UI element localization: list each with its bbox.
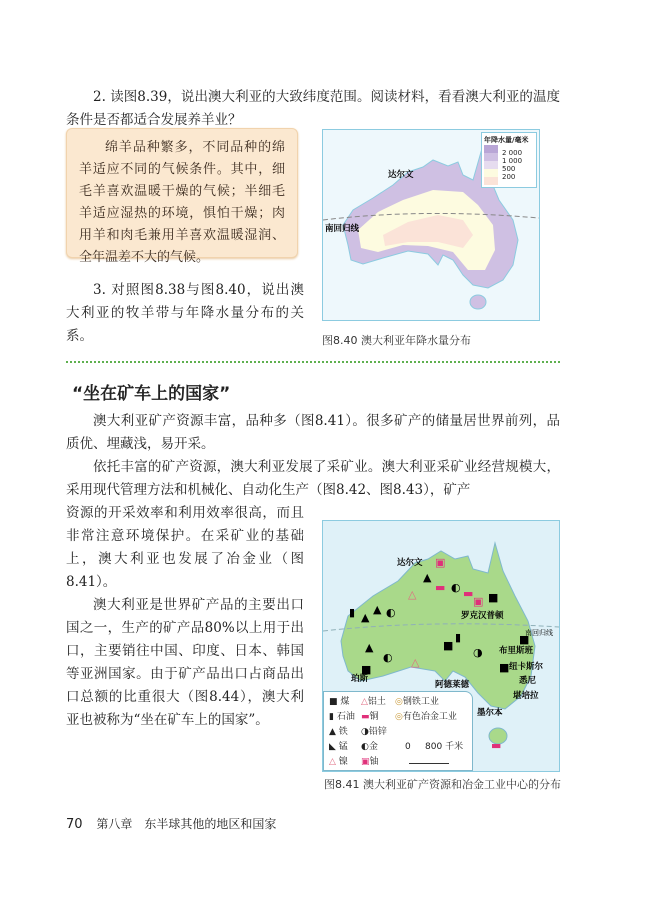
- legend-value: 500: [502, 165, 516, 173]
- copper-icon: ▬: [491, 739, 502, 752]
- oil-icon: ▮: [329, 712, 334, 722]
- gold-icon: ◐: [361, 742, 369, 752]
- city-darwin: 达尔文: [388, 170, 414, 180]
- coal-icon: ■: [329, 697, 338, 707]
- uranium-icon: ▣: [361, 757, 370, 767]
- question-3: 3. 对照图8.38与图8.40，说出澳大利亚的牧羊带与年降水量分布的关系。: [66, 282, 304, 344]
- nickel-icon: △: [329, 757, 336, 767]
- leadzinc-icon: ◑: [361, 727, 369, 737]
- uranium-icon: ▣: [473, 595, 484, 608]
- figure-841-caption: 图8.41 澳大利亚矿产资源和冶金工业中心的分布: [324, 778, 561, 791]
- city-adelaide: 阿德莱德: [435, 680, 470, 690]
- coal-icon: ■: [443, 639, 454, 652]
- bauxite-icon: △: [408, 588, 417, 601]
- gold-icon: ◐: [383, 651, 393, 664]
- minerals-map: [322, 520, 560, 772]
- iron-icon: ▲: [373, 603, 382, 616]
- gold-icon: ◐: [451, 581, 461, 594]
- legend-title: 年降水量/毫米: [484, 136, 529, 144]
- minerals-legend: ■ 煤 △铝土 ◎钢铁工业 ▮ 石油 ▬铜 ◎有色冶金工业 ▲ 铁 ◑铅锌 ◣ 锰 ◐金 0 800 千米 △ 镍 ▣铀: [323, 691, 473, 771]
- copper-icon: ▬: [435, 581, 446, 594]
- bauxite-icon: △: [361, 697, 368, 707]
- nonferrous-industry-icon: ◎: [395, 712, 403, 722]
- city-newcastle: 纽卡斯尔: [509, 662, 544, 672]
- chapter-title: 第八章 东半球其他的地区和国家: [96, 817, 277, 831]
- reading-material-text: 绵羊品种繁多，不同品种的绵羊适应不同的气候条件。其中，细毛羊喜欢温暖干燥的气候；半细毛羊适应湿热的环境，惧怕干燥；肉用羊和肉毛兼用羊喜欢温暖湿润、全年温差不大的气候。: [79, 140, 285, 265]
- city-brisbane: 布里斯班: [499, 646, 534, 656]
- coal-icon: ■: [499, 661, 510, 674]
- iron-icon: ▲: [329, 727, 336, 737]
- steel-industry-icon: ◎: [395, 697, 403, 707]
- manganese-icon: ◣: [329, 742, 336, 752]
- legend-value: 1 000: [502, 157, 523, 165]
- legend-value: 2 000: [502, 149, 523, 157]
- oil-icon: ▮: [455, 631, 462, 644]
- figure-840-caption: 图8.40 澳大利亚年降水量分布: [322, 334, 471, 347]
- uranium-icon: ▣: [435, 556, 446, 569]
- rainfall-map: [322, 129, 540, 321]
- nickel-icon: △: [411, 656, 420, 669]
- city-canberra: 堪培拉: [513, 691, 539, 701]
- coal-icon: ■: [519, 633, 530, 646]
- scale-distance: 800 千米: [425, 742, 464, 752]
- scale-bar: [409, 763, 449, 764]
- section-divider: [66, 361, 560, 363]
- scale-zero: 0: [405, 742, 411, 752]
- city-rockhampton: 罗克汉普顿: [461, 611, 504, 621]
- oil-icon: ▮: [349, 606, 356, 619]
- reading-material-box: [66, 128, 298, 265]
- city-melbourne: 墨尔本: [477, 708, 503, 718]
- copper-icon: ▬: [361, 712, 370, 722]
- rainfall-legend: [481, 132, 537, 188]
- coal-icon: ■: [488, 591, 499, 604]
- tropic-label: 南回归线: [325, 224, 360, 234]
- iron-icon: ▲: [365, 641, 374, 654]
- city-perth: 珀斯: [351, 674, 369, 684]
- section-para-1: 澳大利亚矿产资源丰富，品种多（图8.41）。很多矿产的储量居世界前列，品质优、埋藏浅，易开采。: [66, 413, 560, 452]
- section-para-2: 依托丰富的矿产资源，澳大利亚发展了采矿业。澳大利亚采矿业经营规模大，采用现代管理方法和机械化、自动化生产（图8.42、图8.43），矿产: [66, 459, 560, 498]
- section-heading: “坐在矿车上的国家”: [72, 384, 231, 404]
- leadzinc-icon: ◑: [473, 646, 483, 659]
- gold-icon: ◐: [386, 606, 396, 619]
- city-sydney: 悉尼: [519, 676, 537, 686]
- iron-icon: ▲: [423, 571, 432, 584]
- copper-icon: ▬: [463, 587, 474, 600]
- question-2: 2. 读图8.39，说出澳大利亚的大致纬度范围。阅读材料，看看澳大利亚的温度条件是否都适合发展养羊业？: [66, 89, 560, 128]
- section-para-2-cont: 资源的开采效率和利用效率很高，而且非常注意环境保护。在采矿业的基础上，澳大利亚也发展了冶金业（图8.41）。: [66, 505, 304, 590]
- section-para-3: 澳大利亚是世界矿产品的主要出口国之一，生产的矿产品80%以上用于出口，主要销往中国、印度、日本、韩国等亚洲国家。由于矿产品出口占商品出口总额的比重很大（图8.44），澳大利亚也被称为“坐在矿车上的国家”。: [66, 597, 304, 728]
- iron-icon: ▲: [361, 611, 370, 624]
- page-number: 70: [66, 817, 83, 832]
- coal-icon: ■: [361, 663, 372, 676]
- city-darwin: 达尔文: [397, 558, 423, 568]
- legend-value: 200: [502, 173, 516, 181]
- tropic-label: 南回归线: [525, 629, 553, 637]
- page-footer: [66, 815, 276, 832]
